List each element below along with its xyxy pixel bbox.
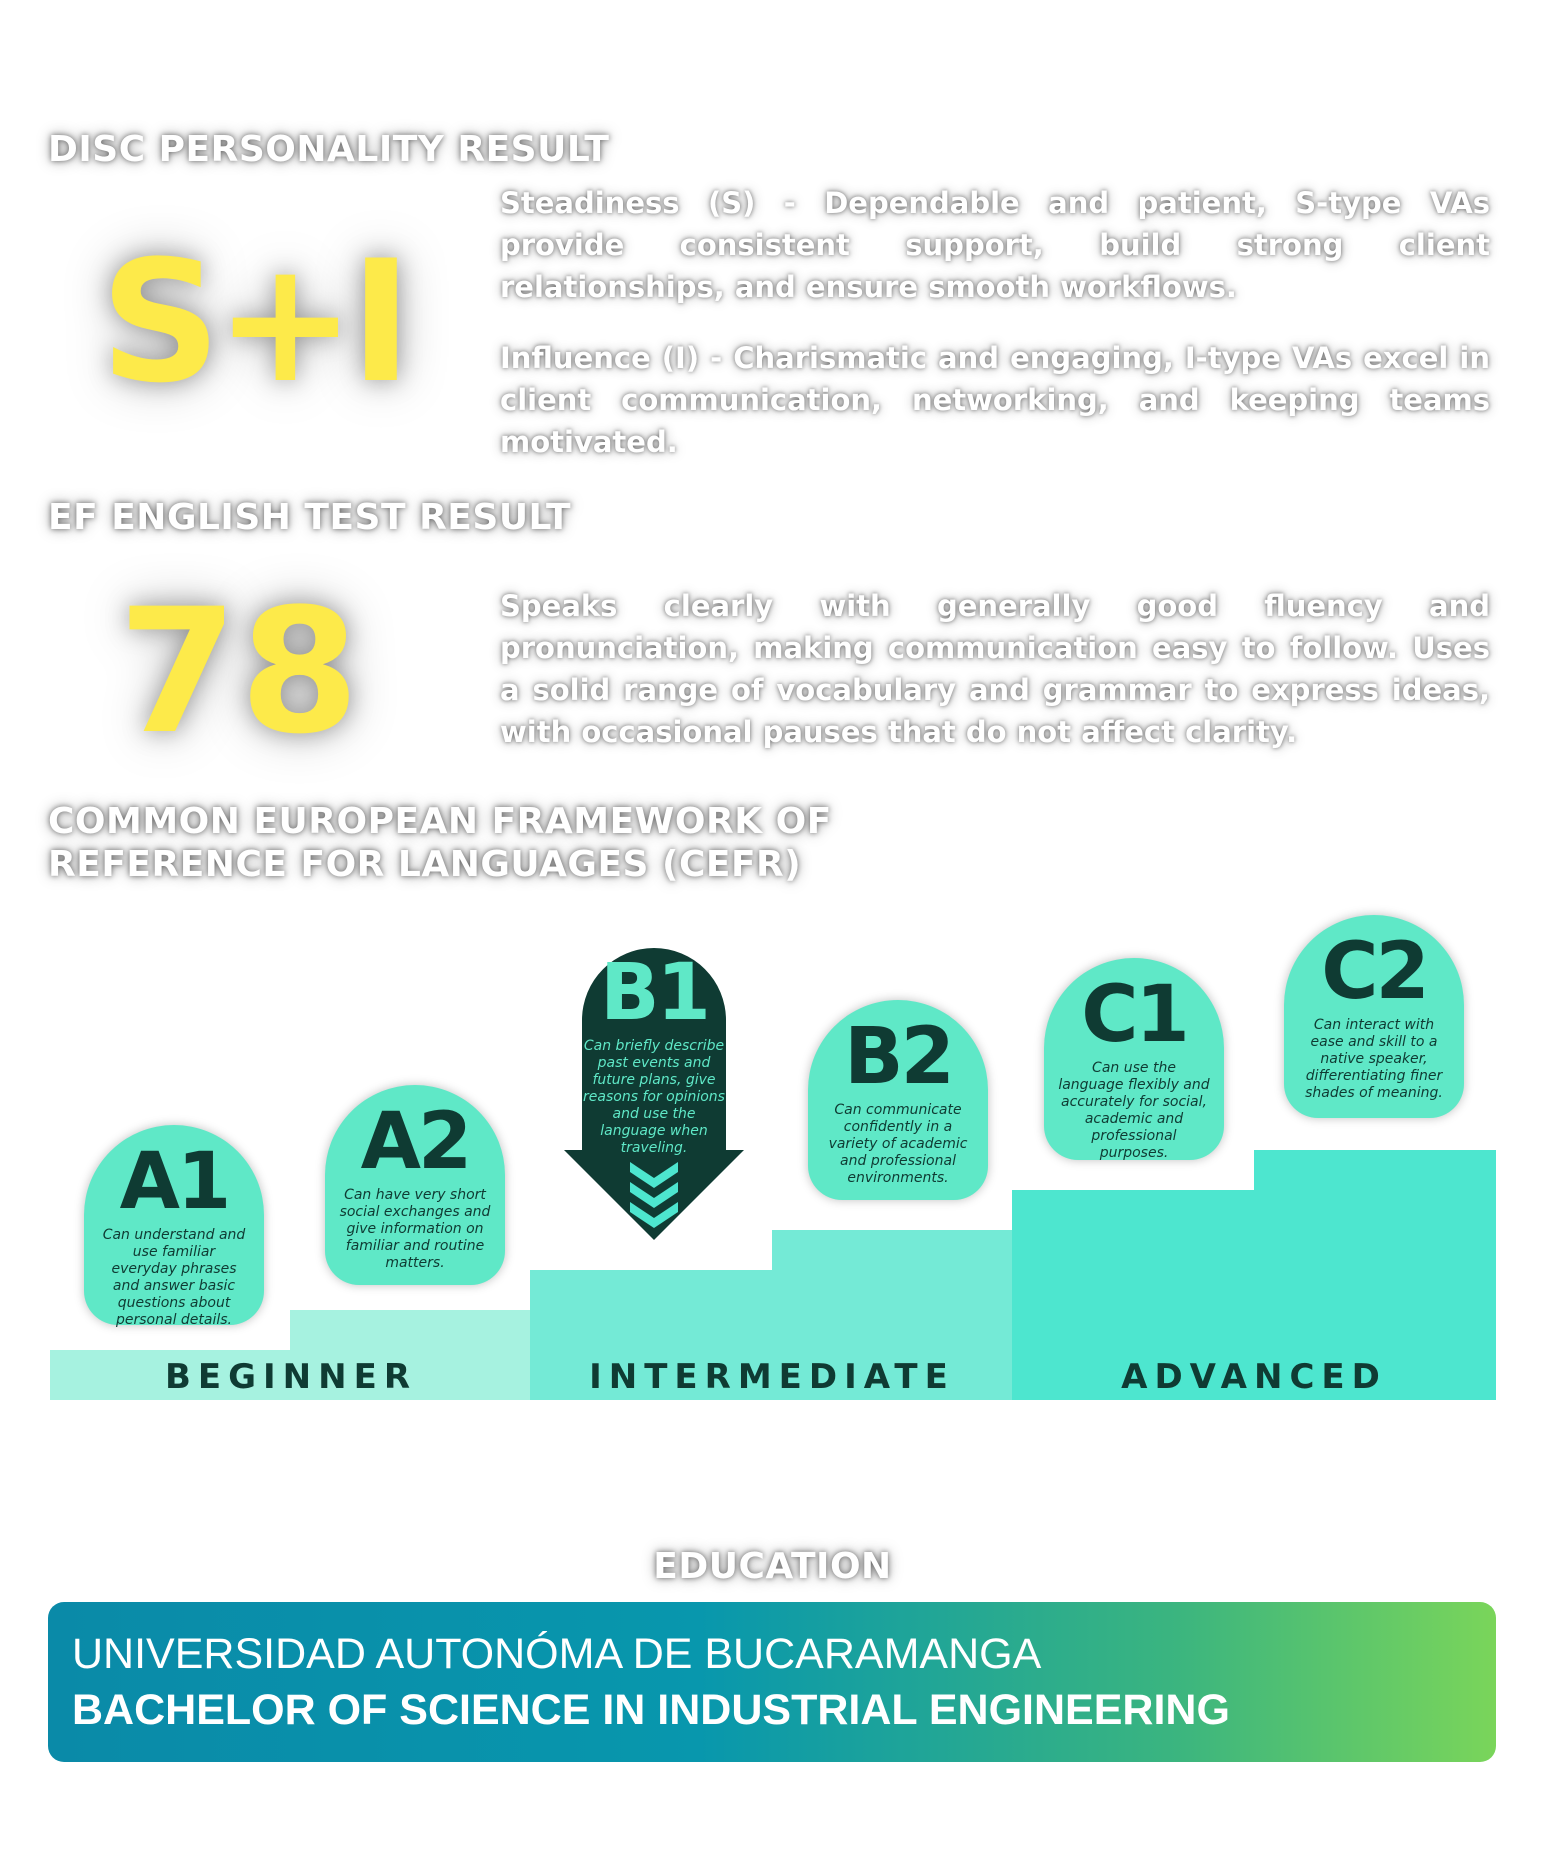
disc-result: S+I — [100, 224, 407, 420]
cefr-heading-line2: REFERENCE FOR LANGUAGES (CEFR) — [48, 844, 802, 886]
level-c1-bubble — [1044, 958, 1224, 1160]
level-b2-code: B2 — [844, 1012, 952, 1102]
ef-score: 78 — [118, 571, 362, 772]
university-name: UNIVERSIDAD AUTONÓMA DE BUCARAMANGA — [72, 1630, 1042, 1678]
level-c1-code: C1 — [1081, 970, 1187, 1060]
disc-influence-text: Influence (I) - Charismatic and engaging, I-type VAs excel in client communication, networking, and keeping teams motivated. — [500, 341, 1490, 459]
level-b1-code: B1 — [600, 948, 708, 1038]
level-b1-desc: Can briefly describe past events and future plans, give reasons for opinions and use the language when traveling. — [583, 1038, 725, 1156]
level-a1-desc: Can understand and use familiar everyday phrases and answer basic questions about personal details. — [102, 1227, 246, 1328]
level-c2-bubble — [1284, 915, 1464, 1118]
education-heading: EDUCATION — [653, 1546, 892, 1587]
level-c2-desc: Can interact with ease and skill to a native speaker, differentiating finer shades of meaning. — [1305, 1017, 1443, 1101]
cefr-heading — [48, 800, 832, 886]
degree-name: BACHELOR OF SCIENCE IN INDUSTRIAL ENGINEERING — [72, 1686, 1230, 1734]
band-beginner: BEGINNER — [164, 1357, 417, 1397]
ef-heading: EF ENGLISH TEST RESULT — [48, 497, 572, 538]
level-c1-desc: Can use the language flexibly and accurately for social, academic and professional purposes. — [1058, 1060, 1210, 1161]
ef-description: Speaks clearly with generally good fluency and pronunciation, making communication easy to follow. Uses a solid range of vocabulary and grammar to express ideas, with occasional pauses that do not affect clarity. — [500, 589, 1490, 749]
level-a1-bubble — [84, 1125, 264, 1328]
level-c2-code: C2 — [1321, 927, 1427, 1017]
level-a2-desc: Can have very short social exchanges and give information on familiar and routine matters. — [339, 1187, 491, 1271]
band-intermediate: INTERMEDIATE — [589, 1357, 955, 1397]
level-b2-bubble — [808, 1000, 988, 1200]
level-a1-code: A1 — [119, 1137, 229, 1227]
education-card — [48, 1602, 1496, 1762]
disc-steadiness-text: Steadiness (S) - Dependable and patient, S-type VAs provide consistent support, build strong client relationships, and ensure smooth workflows. — [500, 186, 1490, 304]
band-advanced: ADVANCED — [1121, 1357, 1387, 1397]
level-b2-desc: Can communicate confidently in a variety of academic and professional environments. — [828, 1102, 968, 1186]
level-a2-code: A2 — [360, 1097, 470, 1187]
level-a2-bubble — [325, 1085, 505, 1285]
cefr-heading-line1: COMMON EUROPEAN FRAMEWORK OF — [48, 801, 832, 842]
disc-heading: DISC PERSONALITY RESULT — [48, 129, 610, 170]
